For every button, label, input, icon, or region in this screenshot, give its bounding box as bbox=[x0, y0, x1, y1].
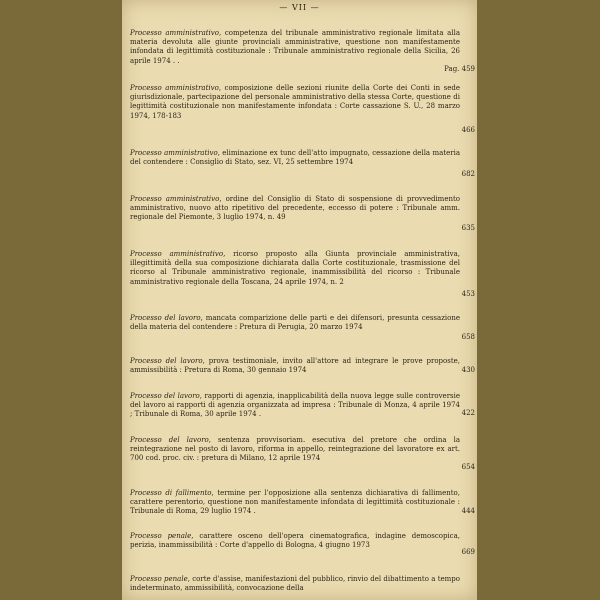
entry-subject: Processo del lavoro bbox=[130, 357, 203, 365]
index-entry bbox=[130, 149, 460, 167]
entry-text: , prova testimoniale, invito all'attore ad integrare le prove proposte, ammissibilità : Pretura di Roma, 30 gennaio 1974 bbox=[130, 357, 461, 375]
entry-subject: Processo di fallimento bbox=[130, 489, 212, 497]
entry-subject: Processo penale bbox=[130, 575, 188, 583]
index-entry bbox=[130, 250, 460, 287]
index-entry bbox=[130, 489, 460, 517]
entry-page-ref: 635 bbox=[461, 224, 475, 232]
entry-text: , competenza del tribunale amministrativo regionale limitata alla materia devoluta alle giunte provinciali amministrative, questione non manifestamente infondata di legittimità costituzionale : Tribunale amministrativo regionale della Sicilia, 26 aprile 1974 . . bbox=[130, 29, 460, 65]
entry-page-ref: 430 bbox=[461, 366, 475, 374]
entry-text: , eliminazione ex tunc dell'atto impugnato, cessazione della materia del contendere : Consiglio di Stato, sez. VI, 25 settembre 1974 bbox=[130, 149, 460, 167]
entry-text: , mancata comparizione delle parti e dei difensori, presunta cessazione della materia del contendere : Pretura di Perugia, 20 marzo 1974 bbox=[130, 314, 460, 332]
index-entry bbox=[130, 357, 460, 375]
entry-subject: Processo del lavoro bbox=[130, 314, 201, 322]
entry-page-ref: 654 bbox=[461, 463, 475, 471]
index-entry bbox=[130, 314, 460, 332]
entry-subject: Processo del lavoro bbox=[130, 392, 200, 400]
entry-page-ref: 466 bbox=[461, 126, 475, 134]
entry-subject: Processo amministrativo bbox=[130, 84, 219, 92]
entry-page-ref: 658 bbox=[461, 333, 475, 341]
entry-subject: Processo amministrativo bbox=[130, 29, 219, 37]
page-number-header: — VII — bbox=[279, 3, 320, 12]
entry-page-ref: 453 bbox=[461, 290, 475, 298]
entry-page-ref: 669 bbox=[461, 548, 475, 556]
entry-text: , composizione delle sezioni riunite della Corte dei Conti in sede giurisdizionale, partecipazione del personale amministrativo della stessa Corte, questione di legittimità costituzionale non manifestamente infondata : Corte cassazione S. U., 28 marzo 1974, 178-183 bbox=[130, 84, 460, 120]
entry-text: , ordine del Consiglio di Stato di sospensione di provvedimento amministrativo, nuovo atto ripetitivo del precedente, eccesso di potere : Tribunale amm. regionale del Piemonte, 3 luglio 1974, n. 49 bbox=[130, 195, 460, 222]
entry-page-ref: 422 bbox=[461, 409, 475, 417]
entry-subject: Processo amministrativo bbox=[130, 149, 218, 157]
entry-page-ref: 682 bbox=[461, 170, 475, 178]
entry-text: , ricorso proposto alla Giunta provinciale amministrativa, illegittimità della sua composizione dichiarata dalla Corte costituzionale, trasmissione del ricorso al Tribunale amministrativo regionale, inammissibilità del ricorso : Tribunale amministrativo regionale della Toscana, 24 aprile 1974, n. 2 bbox=[130, 250, 460, 286]
index-entry bbox=[130, 29, 460, 66]
index-entry bbox=[130, 195, 460, 223]
entry-text: , termine per l'opposizione alla sentenza dichiarativa di fallimento, carattere perentorio, questione non manifestamente infondata di legittimità costituzionale : Tribunale di Roma, 29 luglio 1974 . bbox=[130, 489, 460, 516]
index-entry bbox=[130, 392, 460, 420]
index-entry bbox=[130, 532, 460, 550]
entry-subject: Processo penale bbox=[130, 532, 192, 540]
index-entry bbox=[130, 436, 460, 464]
entry-text: , rapporti di agenzia, inapplicabilità della nuova legge sulle controversie del lavoro ai rapporti di agenzia organizzata ad impresa : Tribunale di Monza, 4 aprile 1974 ; Tribunale di Roma, 30 aprile 1974 . bbox=[130, 392, 461, 419]
entry-page-ref: Pag. 459 bbox=[444, 65, 475, 73]
entry-subject: Processo del lavoro bbox=[130, 436, 209, 444]
index-entry bbox=[130, 84, 460, 121]
index-entry bbox=[130, 575, 460, 593]
entry-subject: Processo amministrativo bbox=[130, 250, 224, 258]
entry-page-ref: 444 bbox=[461, 507, 475, 515]
entry-text: , carattere osceno dell'opera cinematografica, indagine demoscopica, perizia, inammissibilità : Corte d'appello di Bologna, 4 giugno 1973 bbox=[130, 532, 460, 550]
entry-text: , sentenza provvisoriam. esecutiva del pretore che ordina la reintegrazione nel posto di lavoro, riforma in appello, reintegrazione del lavoratore ex art. 700 cod. proc. civ. : pretura di Milano, 12 aprile 1974 bbox=[130, 436, 460, 463]
book-page bbox=[122, 0, 477, 600]
entry-subject: Processo amministrativo bbox=[130, 195, 220, 203]
entry-text: , corte d'assise, manifestazioni del pubblico, rinvio del dibattimento a tempo indeterminato, ammissibilità, convocazione della bbox=[130, 575, 460, 593]
